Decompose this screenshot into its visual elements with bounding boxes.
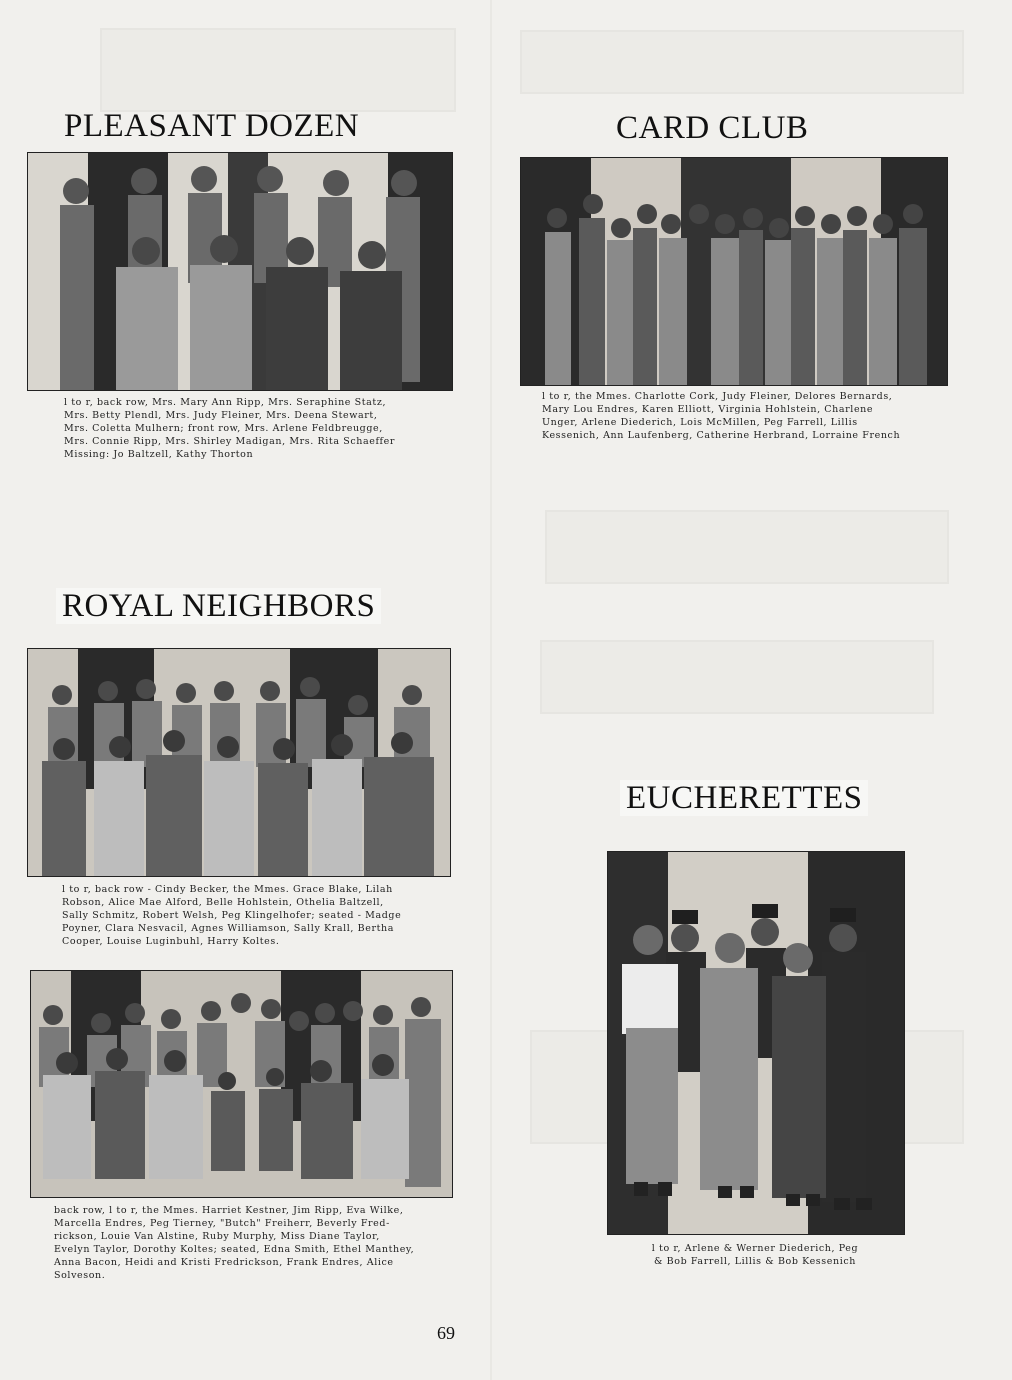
group-photo-illustration bbox=[28, 649, 450, 876]
caption-line: Kessenich, Ann Laufenberg, Catherine Herbrand, Lorraine French bbox=[542, 430, 901, 441]
caption-line: rickson, Louie Van Alstine, Ruby Murphy, Miss Diane Taylor, bbox=[54, 1231, 380, 1242]
caption-line: back row, l to r, the Mmes. Harriet Kestner, Jim Ripp, Eva Wilke, bbox=[54, 1205, 404, 1216]
caption-card-club bbox=[542, 390, 900, 442]
section-heading-royal-neighbors bbox=[56, 588, 381, 625]
group-photo-illustration bbox=[608, 852, 904, 1234]
caption-line: Evelyn Taylor, Dorothy Koltes; seated, Edna Smith, Ethel Manthey, bbox=[54, 1244, 415, 1255]
photo-card-club bbox=[520, 157, 948, 386]
bleed-through-box bbox=[545, 510, 949, 584]
caption-line: l to r, back row - Cindy Becker, the Mmes. Grace Blake, Lilah bbox=[62, 884, 393, 895]
caption-line: Robson, Alice Mae Alford, Belle Hohlstein, Othelia Baltzell, bbox=[62, 897, 384, 908]
caption-line: Mrs. Connie Ripp, Mrs. Shirley Madigan, Mrs. Rita Schaeffer bbox=[64, 436, 396, 447]
section-heading-eucherettes bbox=[620, 780, 868, 817]
caption-line: l to r, back row, Mrs. Mary Ann Ripp, Mrs. Seraphine Statz, bbox=[64, 397, 387, 408]
group-photo-illustration bbox=[28, 153, 452, 390]
caption-line: Sally Schmitz, Robert Welsh, Peg Klingelhofer; seated - Madge bbox=[62, 910, 402, 921]
group-photo-illustration bbox=[521, 158, 947, 385]
caption-pleasant-dozen bbox=[64, 396, 395, 461]
photo-pleasant-dozen bbox=[27, 152, 453, 391]
photo-royal-neighbors-2 bbox=[30, 970, 453, 1198]
caption-line: Unger, Arlene Diederich, Lois McMillen, Peg Farrell, Lillis bbox=[542, 417, 858, 428]
page-number: 69 bbox=[437, 1323, 455, 1343]
bleed-through-box bbox=[520, 30, 964, 94]
bleed-through-box bbox=[100, 28, 456, 112]
caption-royal-neighbors bbox=[62, 883, 401, 948]
group-photo-illustration bbox=[31, 971, 452, 1197]
caption-line: Cooper, Louise Luginbuhl, Harry Koltes. bbox=[62, 936, 280, 947]
bleed-through-box bbox=[540, 640, 934, 714]
section-heading-card-club: CARD CLUB bbox=[616, 110, 809, 146]
page-gutter bbox=[490, 0, 492, 1380]
heading-text: ROYAL NEIGHBORS bbox=[56, 588, 381, 624]
caption-line: l to r, Arlene & Werner Diederich, Peg bbox=[651, 1243, 859, 1254]
photo-royal-neighbors bbox=[27, 648, 451, 877]
caption-line: Missing: Jo Baltzell, Kathy Thorton bbox=[64, 449, 254, 460]
caption-line: Poyner, Clara Nesvacil, Agnes Williamson, Sally Krall, Bertha bbox=[62, 923, 394, 934]
caption-line: Solveson. bbox=[54, 1270, 106, 1281]
caption-line: Mrs. Coletta Mulhern; front row, Mrs. Arlene Feldbreugge, bbox=[64, 423, 383, 434]
caption-line: Mary Lou Endres, Karen Elliott, Virginia Hohlstein, Charlene bbox=[542, 404, 874, 415]
caption-line: & Bob Farrell, Lillis & Bob Kessenich bbox=[654, 1256, 856, 1267]
heading-text: EUCHERETTES bbox=[620, 780, 868, 816]
caption-eucherettes bbox=[607, 1242, 903, 1268]
caption-royal-neighbors-2 bbox=[54, 1204, 414, 1282]
caption-line: l to r, the Mmes. Charlotte Cork, Judy Fleiner, Delores Bernards, bbox=[542, 391, 893, 402]
section-heading-pleasant-dozen: PLEASANT DOZEN bbox=[64, 108, 360, 144]
caption-line: Anna Bacon, Heidi and Kristi Fredrickson, Frank Endres, Alice bbox=[54, 1257, 394, 1268]
photo-eucherettes bbox=[607, 851, 905, 1235]
caption-line: Mrs. Betty Plendl, Mrs. Judy Fleiner, Mrs. Deena Stewart, bbox=[64, 410, 378, 421]
caption-line: Marcella Endres, Peg Tierney, "Butch" Freiherr, Beverly Fred- bbox=[54, 1218, 390, 1229]
